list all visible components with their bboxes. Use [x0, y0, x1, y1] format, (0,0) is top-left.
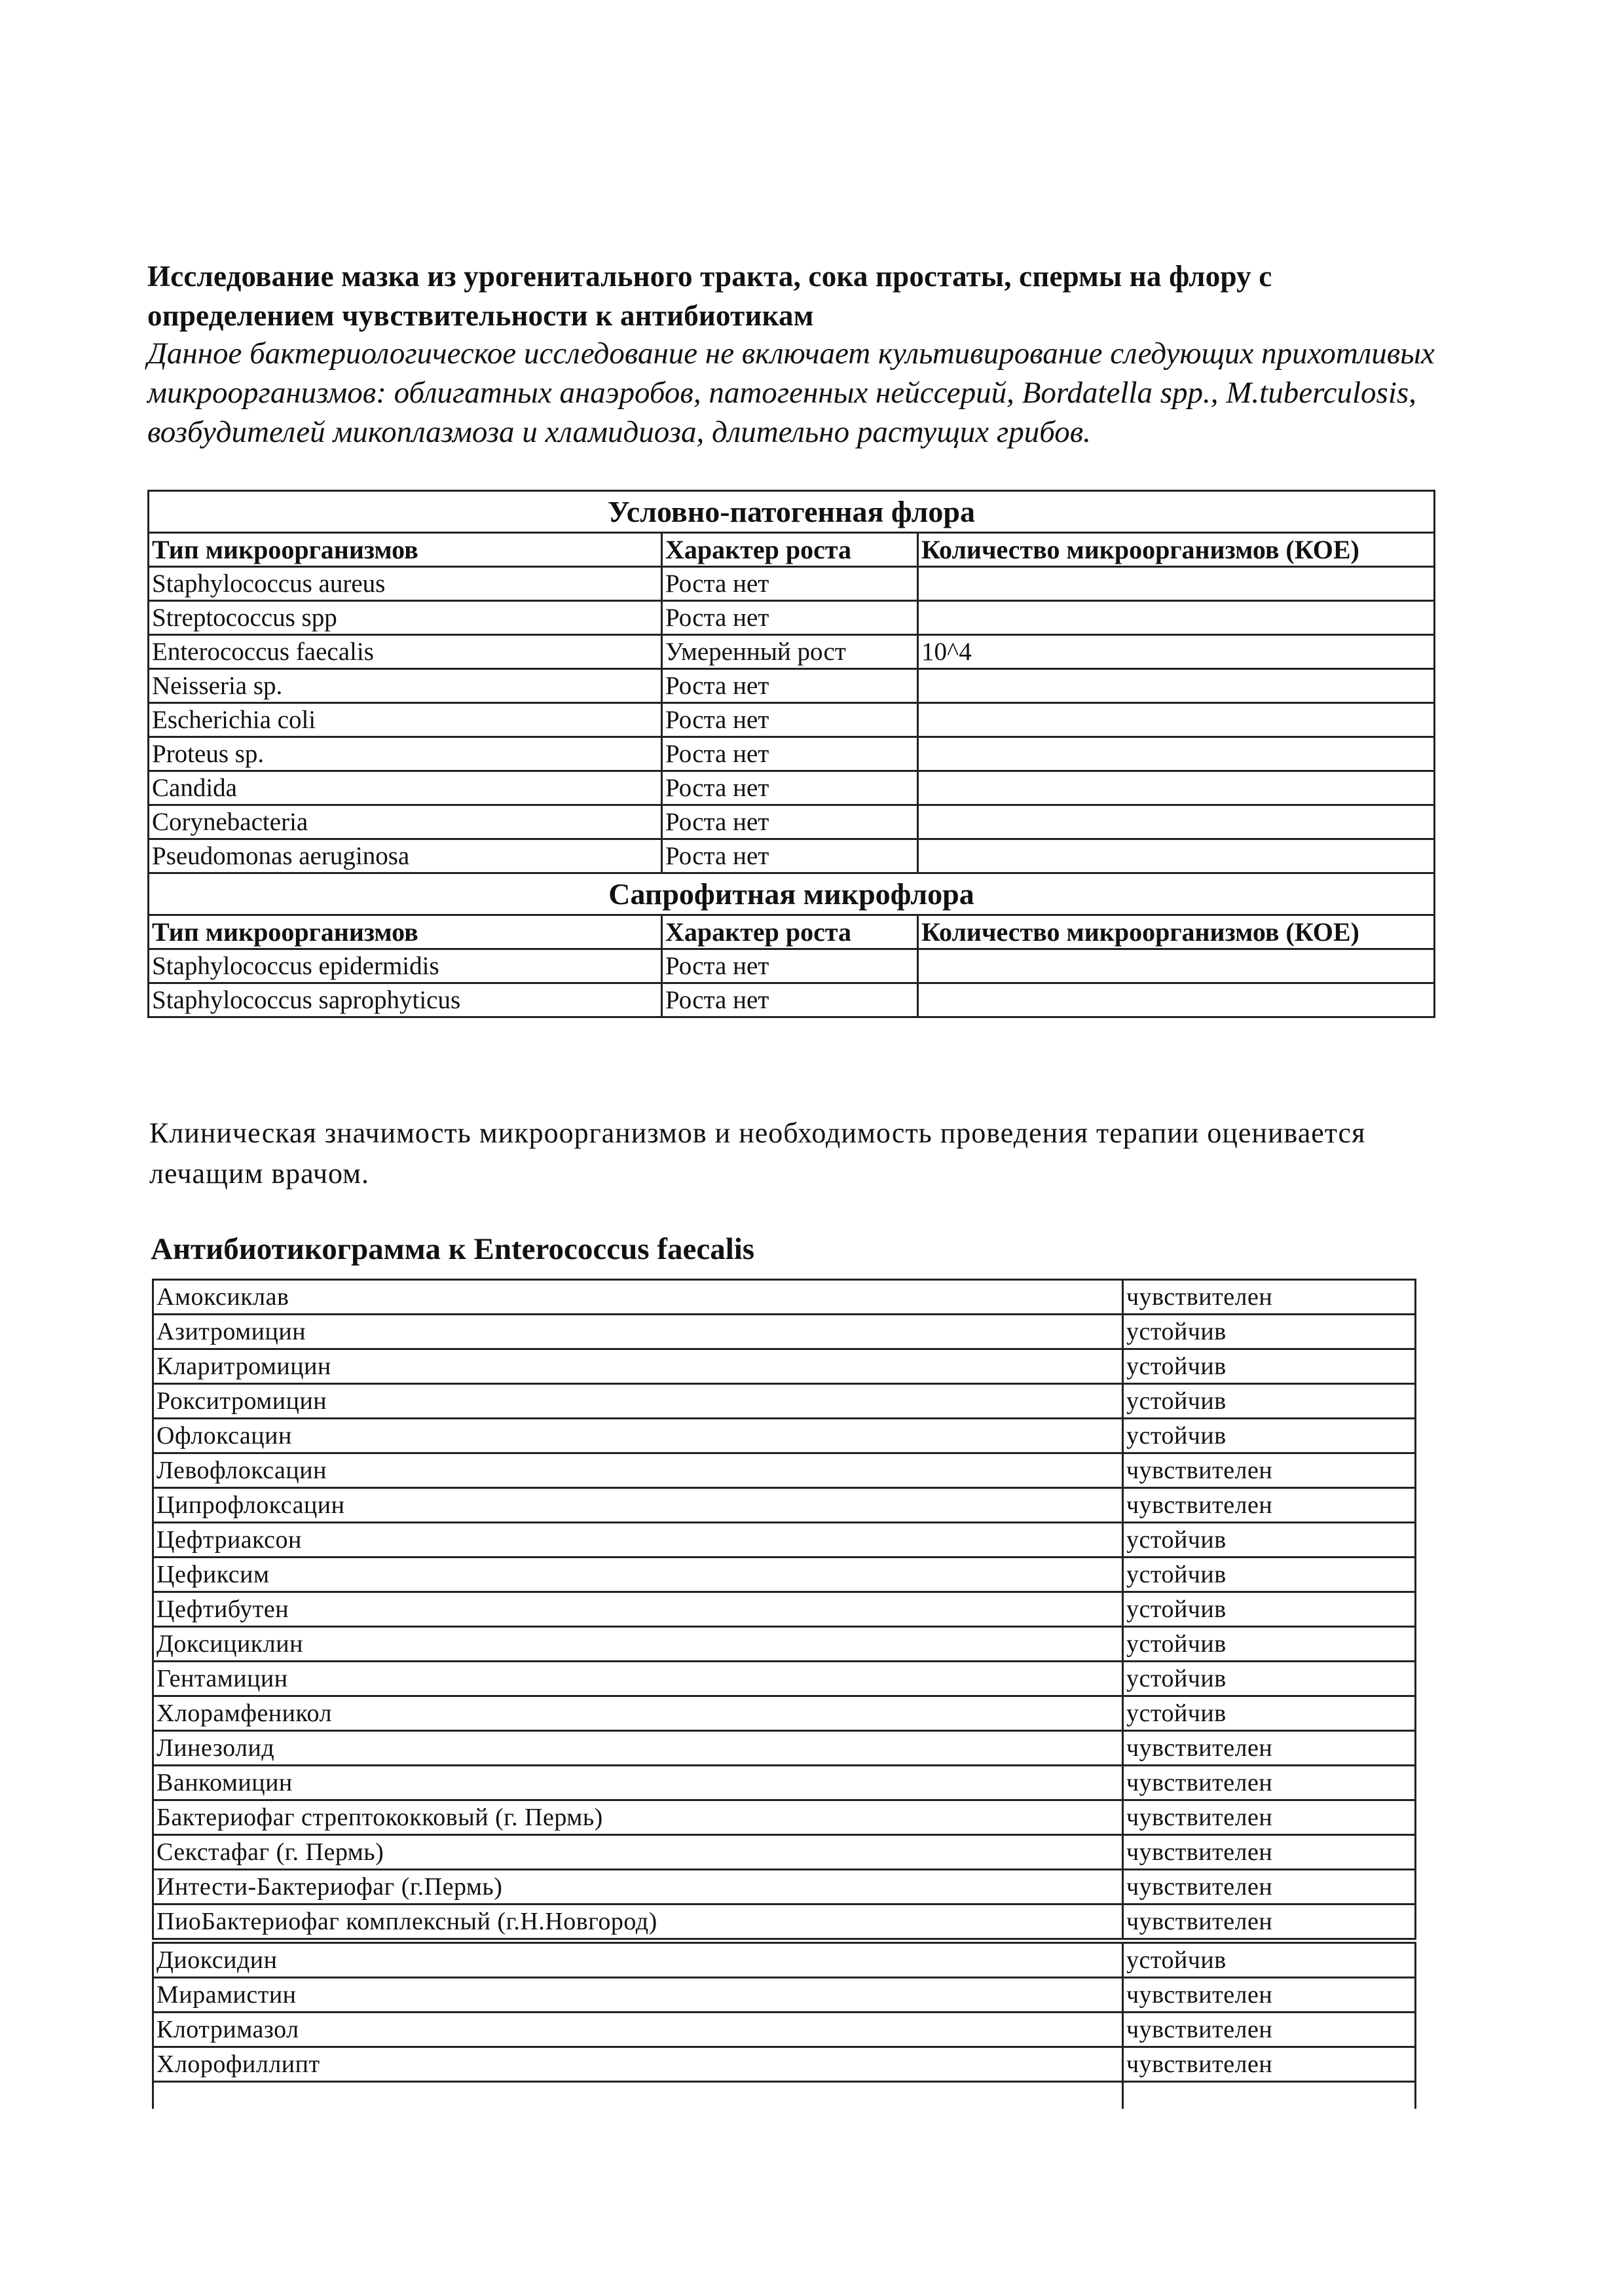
drug-cell: Левофлоксацин — [153, 1453, 1123, 1488]
organism-cell: Staphylococcus saprophyticus — [149, 983, 662, 1017]
drug-cell: ПиоБактериофаг комплексный (г.Н.Новгород) — [153, 1904, 1123, 1941]
table-row — [153, 1731, 1416, 1766]
table-row — [153, 1523, 1416, 1558]
table-row — [149, 839, 1435, 873]
count-cell — [918, 567, 1435, 601]
result-cell: чувствителен — [1123, 1280, 1416, 1315]
result-cell: устойчив — [1123, 1627, 1416, 1662]
table-row — [153, 2047, 1416, 2082]
section-header-row — [149, 873, 1435, 915]
result-cell: устойчив — [1123, 1558, 1416, 1592]
organism-cell: Staphylococcus epidermidis — [149, 949, 662, 983]
result-cell: устойчив — [1123, 1384, 1416, 1419]
table-row — [153, 1662, 1416, 1696]
table-row — [153, 1558, 1416, 1592]
result-cell: чувствителен — [1123, 1731, 1416, 1766]
count-cell — [918, 601, 1435, 635]
result-cell: устойчив — [1123, 1662, 1416, 1696]
result-cell: устойчив — [1123, 1315, 1416, 1349]
growth-cell: Роста нет — [662, 737, 918, 771]
drug-cell: Гентамицин — [153, 1662, 1123, 1696]
table-row — [149, 669, 1435, 703]
result-cell: чувствителен — [1123, 1835, 1416, 1870]
clinical-note: Клиническая значимость микроорганизмов и необходимость проведения терапии оценивается лечащим врачом. — [149, 1117, 1366, 1190]
result-cell: чувствителен — [1123, 2013, 1416, 2047]
growth-cell: Роста нет — [662, 567, 918, 601]
drug-cell: Цефтриаксон — [153, 1523, 1123, 1558]
drug-cell: Хлорамфеникол — [153, 1696, 1123, 1731]
drug-cell: Рокситромицин — [153, 1384, 1123, 1419]
count-cell — [918, 949, 1435, 983]
growth-cell: Роста нет — [662, 703, 918, 737]
result-cell: устойчив — [1123, 1523, 1416, 1558]
drug-cell: Азитромицин — [153, 1315, 1123, 1349]
drug-cell: Офлоксацин — [153, 1419, 1123, 1453]
organism-cell: Corynebacteria — [149, 805, 662, 839]
drug-cell: Цефиксим — [153, 1558, 1123, 1592]
section-title: Условно-патогенная флора — [149, 491, 1435, 533]
count-cell — [918, 737, 1435, 771]
section-header-row — [149, 491, 1435, 533]
drug-cell: Линезолид — [153, 1731, 1123, 1766]
table-row — [149, 771, 1435, 805]
column-header-count: Количество микроорганизмов (КОЕ) — [918, 915, 1435, 949]
table-row — [149, 805, 1435, 839]
table-row — [149, 703, 1435, 737]
table-row — [153, 1384, 1416, 1419]
organism-cell: Pseudomonas aeruginosa — [149, 839, 662, 873]
growth-cell: Роста нет — [662, 983, 918, 1017]
result-cell: чувствителен — [1123, 1870, 1416, 1904]
organism-cell: Candida — [149, 771, 662, 805]
result-cell: чувствителен — [1123, 2047, 1416, 2082]
count-cell — [918, 839, 1435, 873]
growth-cell: Роста нет — [662, 805, 918, 839]
count-cell — [918, 703, 1435, 737]
result-cell — [1123, 2082, 1416, 2109]
column-header-organism: Тип микроорганизмов — [149, 915, 662, 949]
growth-cell: Роста нет — [662, 601, 918, 635]
table-row — [153, 1870, 1416, 1904]
table-row — [153, 2082, 1416, 2109]
organism-cell: Enterococcus faecalis — [149, 635, 662, 669]
table-row — [153, 1592, 1416, 1627]
result-cell: чувствителен — [1123, 1978, 1416, 2013]
growth-cell: Роста нет — [662, 669, 918, 703]
table-row — [153, 1315, 1416, 1349]
count-cell — [918, 805, 1435, 839]
count-cell — [918, 669, 1435, 703]
column-header-row — [149, 915, 1435, 949]
table-row — [153, 1800, 1416, 1835]
table-row — [153, 1766, 1416, 1800]
column-header-growth: Характер роста — [662, 533, 918, 567]
result-cell: чувствителен — [1123, 1766, 1416, 1800]
count-cell — [918, 983, 1435, 1017]
antibiogram-title: Антибиотикограмма к Enterococcus faecalis — [151, 1232, 755, 1266]
section-title: Сапрофитная микрофлора — [149, 873, 1435, 915]
column-header-organism: Тип микроорганизмов — [149, 533, 662, 567]
antibiogram-table-body — [153, 1280, 1416, 2109]
result-cell: устойчив — [1123, 1419, 1416, 1453]
organism-cell: Escherichia coli — [149, 703, 662, 737]
table-row — [153, 1349, 1416, 1384]
drug-cell: Амоксиклав — [153, 1280, 1123, 1315]
result-cell: чувствителен — [1123, 1800, 1416, 1835]
antibiogram-table — [152, 1279, 1416, 2109]
drug-cell: Секстафаг (г. Пермь) — [153, 1835, 1123, 1870]
drug-cell: Мирамистин — [153, 1978, 1123, 2013]
growth-cell: Роста нет — [662, 771, 918, 805]
table-row — [153, 1904, 1416, 1941]
result-cell: устойчив — [1123, 1941, 1416, 1978]
table-row — [153, 1627, 1416, 1662]
table-row — [153, 1419, 1416, 1453]
table-row — [153, 1280, 1416, 1315]
table-row — [149, 737, 1435, 771]
table-row — [153, 1488, 1416, 1523]
organism-cell: Neisseria sp. — [149, 669, 662, 703]
count-cell — [918, 771, 1435, 805]
table-row — [153, 1453, 1416, 1488]
table-row — [149, 949, 1435, 983]
table-row — [153, 1978, 1416, 2013]
result-cell: устойчив — [1123, 1592, 1416, 1627]
result-cell: чувствителен — [1123, 1453, 1416, 1488]
table-row — [149, 567, 1435, 601]
drug-cell: Хлорофиллипт — [153, 2047, 1123, 2082]
organism-cell: Staphylococcus aureus — [149, 567, 662, 601]
drug-cell: Интести-Бактериофаг (г.Пермь) — [153, 1870, 1123, 1904]
result-cell: чувствителен — [1123, 1488, 1416, 1523]
drug-cell: Клотримазол — [153, 2013, 1123, 2047]
drug-cell: Цефтибутен — [153, 1592, 1123, 1627]
growth-cell: Умеренный рост — [662, 635, 918, 669]
column-header-row — [149, 533, 1435, 567]
table-row — [153, 1696, 1416, 1731]
column-header-growth: Характер роста — [662, 915, 918, 949]
organism-cell: Proteus sp. — [149, 737, 662, 771]
drug-cell — [153, 2082, 1123, 2109]
drug-cell: Бактериофаг стрептококковый (г. Пермь) — [153, 1800, 1123, 1835]
table-row — [153, 2013, 1416, 2047]
result-cell: устойчив — [1123, 1349, 1416, 1384]
flora-table — [147, 490, 1435, 1018]
document-disclaimer: Данное бактериологическое исследование не включает культивирование следующих прихотливых микроорганизмов: облигатных анаэробов, патогенных нейссерий, Bordatella spp., M.tuberculosis, возбудителей микоплазмоза и хламидиоза, длительно растущих грибов. — [147, 337, 1435, 449]
document-title: Исследование мазка из урогенитального тракта, сока простаты, спермы на флору с определением чувствительности к антибиотикам — [147, 260, 1272, 332]
table-row — [153, 1941, 1416, 1978]
flora-table-body — [149, 491, 1435, 1017]
drug-cell: Ванкомицин — [153, 1766, 1123, 1800]
result-cell: чувствителен — [1123, 1904, 1416, 1941]
drug-cell: Ципрофлоксацин — [153, 1488, 1123, 1523]
table-row — [153, 1835, 1416, 1870]
result-cell: устойчив — [1123, 1696, 1416, 1731]
organism-cell: Streptococcus spp — [149, 601, 662, 635]
drug-cell: Диоксидин — [153, 1941, 1123, 1978]
column-header-count: Количество микроорганизмов (КОЕ) — [918, 533, 1435, 567]
count-cell: 10^4 — [918, 635, 1435, 669]
growth-cell: Роста нет — [662, 839, 918, 873]
table-row — [149, 983, 1435, 1017]
drug-cell: Кларитромицин — [153, 1349, 1123, 1384]
table-row — [149, 635, 1435, 669]
growth-cell: Роста нет — [662, 949, 918, 983]
drug-cell: Доксициклин — [153, 1627, 1123, 1662]
table-row — [149, 601, 1435, 635]
